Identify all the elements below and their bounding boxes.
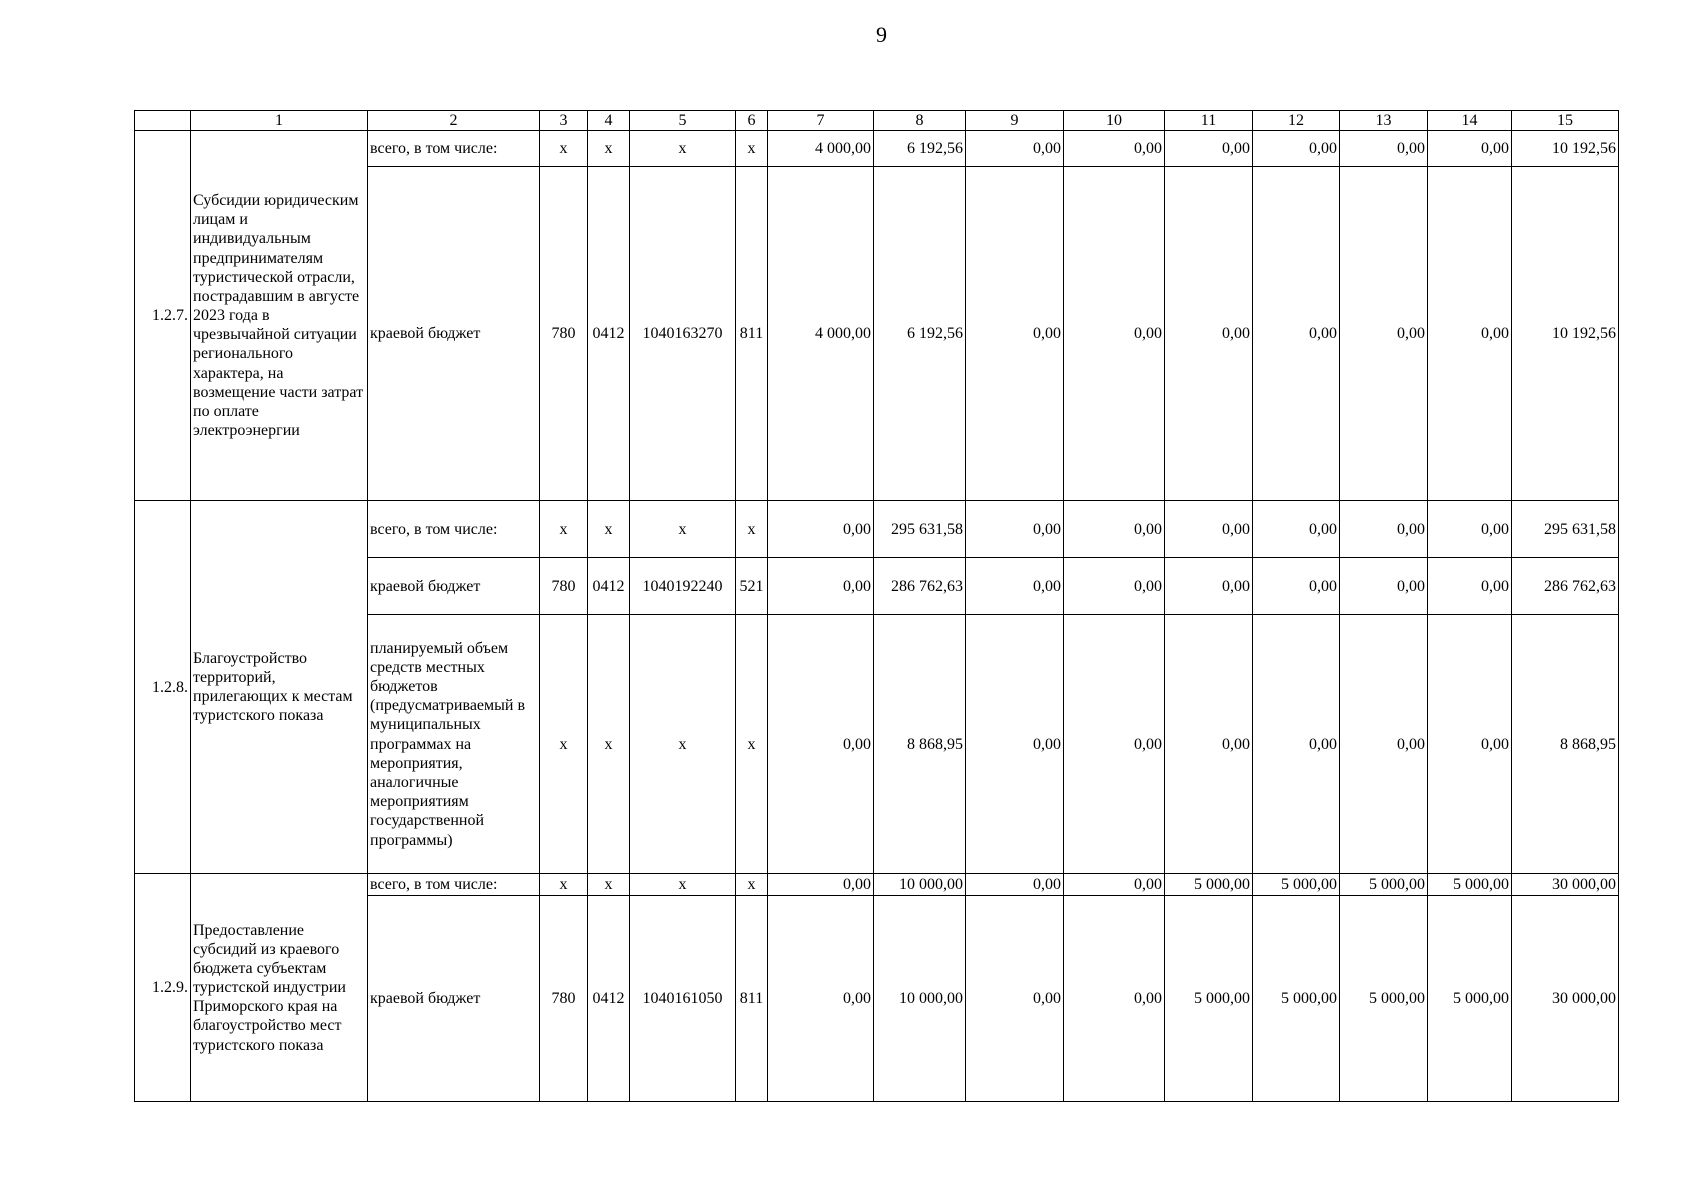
cell-amount: 0,00: [1165, 501, 1253, 558]
cell-amount: 5 000,00: [1428, 896, 1512, 1102]
cell-amount: 0,00: [1253, 558, 1340, 615]
cell-csr: 1040192240: [630, 558, 736, 615]
cell-vr: х: [736, 131, 768, 167]
cell-amount: 0,00: [1064, 558, 1165, 615]
cell-amount: 5 000,00: [1428, 874, 1512, 896]
header-cell: 10: [1064, 111, 1165, 131]
cell-amount: 6 192,56: [874, 131, 966, 167]
cell-rzpr: х: [588, 131, 630, 167]
header-cell: 4: [588, 111, 630, 131]
cell-total: 30 000,00: [1512, 896, 1619, 1102]
header-cell: 5: [630, 111, 736, 131]
funding-source: всего, в том числе:: [368, 501, 540, 558]
cell-grbs: х: [540, 874, 588, 896]
cell-rzpr: х: [588, 501, 630, 558]
cell-amount: 6 192,56: [874, 167, 966, 501]
cell-amount: 0,00: [768, 501, 874, 558]
cell-amount: 0,00: [1165, 167, 1253, 501]
cell-csr: х: [630, 615, 736, 874]
cell-amount: 10 000,00: [874, 874, 966, 896]
cell-total: 295 631,58: [1512, 501, 1619, 558]
cell-amount: 0,00: [966, 501, 1064, 558]
cell-vr: 811: [736, 896, 768, 1102]
cell-amount: 295 631,58: [874, 501, 966, 558]
cell-amount: 0,00: [966, 874, 1064, 896]
item-index: 1.2.9.: [135, 874, 191, 1102]
cell-amount: 10 000,00: [874, 896, 966, 1102]
cell-amount: 0,00: [1064, 615, 1165, 874]
cell-amount: 0,00: [966, 558, 1064, 615]
cell-rzpr: 0412: [588, 167, 630, 501]
table-header-row: [135, 111, 1619, 131]
header-cell: 2: [368, 111, 540, 131]
funding-source: всего, в том числе:: [368, 874, 540, 896]
cell-amount: 0,00: [1340, 131, 1428, 167]
cell-amount: 0,00: [1064, 501, 1165, 558]
header-cell: 6: [736, 111, 768, 131]
cell-amount: 0,00: [1064, 167, 1165, 501]
cell-amount: 5 000,00: [1165, 874, 1253, 896]
header-cell: 13: [1340, 111, 1428, 131]
table-row: [135, 501, 1619, 558]
cell-amount: 0,00: [1428, 131, 1512, 167]
cell-amount: 0,00: [1340, 501, 1428, 558]
cell-amount: 0,00: [1253, 615, 1340, 874]
cell-grbs: 780: [540, 167, 588, 501]
header-cell: 1: [191, 111, 368, 131]
funding-source: всего, в том числе:: [368, 131, 540, 167]
header-cell: [135, 111, 191, 131]
cell-rzpr: 0412: [588, 558, 630, 615]
cell-amount: 0,00: [1428, 167, 1512, 501]
funding-source: краевой бюджет: [368, 558, 540, 615]
cell-grbs: х: [540, 131, 588, 167]
item-index: 1.2.8.: [135, 501, 191, 874]
cell-amount: 0,00: [768, 615, 874, 874]
cell-amount: 5 000,00: [1165, 896, 1253, 1102]
cell-amount: 0,00: [1340, 558, 1428, 615]
cell-grbs: х: [540, 501, 588, 558]
cell-total: 10 192,56: [1512, 167, 1619, 501]
cell-amount: 5 000,00: [1340, 896, 1428, 1102]
item-name: Субсидии юридическим лицам и индивидуальным предпринимателям туристической отрасли, пострадавшим в августе 2023 года в чрезвычайной ситуации регионального характера, на возмещение части затрат по оплате электроэнергии: [191, 131, 368, 501]
header-cell: 7: [768, 111, 874, 131]
cell-amount: 0,00: [1064, 896, 1165, 1102]
cell-amount: 4 000,00: [768, 131, 874, 167]
header-cell: 15: [1512, 111, 1619, 131]
cell-grbs: х: [540, 615, 588, 874]
cell-rzpr: х: [588, 874, 630, 896]
cell-total: 286 762,63: [1512, 558, 1619, 615]
item-index: 1.2.7.: [135, 131, 191, 501]
item-name: Предоставление субсидий из краевого бюджета субъектам туристской индустрии Приморского края на благоустройство мест туристского показа: [191, 874, 368, 1102]
header-cell: 9: [966, 111, 1064, 131]
cell-csr: х: [630, 131, 736, 167]
cell-vr: х: [736, 874, 768, 896]
cell-amount: 0,00: [1340, 167, 1428, 501]
header-cell: 12: [1253, 111, 1340, 131]
cell-total: 30 000,00: [1512, 874, 1619, 896]
cell-amount: 0,00: [1428, 615, 1512, 874]
cell-rzpr: х: [588, 615, 630, 874]
header-cell: 3: [540, 111, 588, 131]
cell-csr: х: [630, 874, 736, 896]
cell-amount: 0,00: [966, 131, 1064, 167]
cell-amount: 0,00: [1165, 558, 1253, 615]
cell-vr: х: [736, 501, 768, 558]
cell-vr: 521: [736, 558, 768, 615]
cell-amount: 4 000,00: [768, 167, 874, 501]
cell-amount: 0,00: [1064, 131, 1165, 167]
cell-amount: 0,00: [1253, 501, 1340, 558]
cell-amount: 286 762,63: [874, 558, 966, 615]
cell-amount: 8 868,95: [874, 615, 966, 874]
funding-source: планируемый объем средств местных бюджетов (предусматриваемый в муниципальных программах на мероприятия, аналогичные мероприятиям государственной программы): [368, 615, 540, 874]
cell-amount: 5 000,00: [1253, 896, 1340, 1102]
funding-source: краевой бюджет: [368, 896, 540, 1102]
cell-amount: 0,00: [1165, 131, 1253, 167]
cell-vr: 811: [736, 167, 768, 501]
cell-amount: 5 000,00: [1340, 874, 1428, 896]
cell-amount: 0,00: [768, 558, 874, 615]
cell-amount: 0,00: [768, 896, 874, 1102]
header-cell: 14: [1428, 111, 1512, 131]
cell-amount: 0,00: [1165, 615, 1253, 874]
cell-amount: 0,00: [966, 167, 1064, 501]
cell-csr: х: [630, 501, 736, 558]
cell-rzpr: 0412: [588, 896, 630, 1102]
cell-amount: 0,00: [1428, 501, 1512, 558]
table-row: [135, 874, 1619, 896]
cell-grbs: 780: [540, 558, 588, 615]
cell-amount: 0,00: [1064, 874, 1165, 896]
cell-amount: 0,00: [1253, 131, 1340, 167]
cell-amount: 0,00: [1428, 558, 1512, 615]
cell-amount: 0,00: [1340, 615, 1428, 874]
cell-grbs: 780: [540, 896, 588, 1102]
table-row: [135, 131, 1619, 167]
cell-amount: 0,00: [966, 615, 1064, 874]
item-name: Благоустройство территорий, прилегающих к местам туристского показа: [191, 501, 368, 874]
header-cell: 11: [1165, 111, 1253, 131]
cell-csr: 1040161050: [630, 896, 736, 1102]
header-cell: 8: [874, 111, 966, 131]
cell-amount: 0,00: [966, 896, 1064, 1102]
cell-amount: 5 000,00: [1253, 874, 1340, 896]
cell-csr: 1040163270: [630, 167, 736, 501]
cell-total: 8 868,95: [1512, 615, 1619, 874]
cell-amount: 0,00: [1253, 167, 1340, 501]
budget-table: [134, 110, 1619, 1102]
funding-source: краевой бюджет: [368, 167, 540, 501]
cell-vr: х: [736, 615, 768, 874]
cell-total: 10 192,56: [1512, 131, 1619, 167]
cell-amount: 0,00: [768, 874, 874, 896]
page-number: 9: [876, 22, 887, 47]
